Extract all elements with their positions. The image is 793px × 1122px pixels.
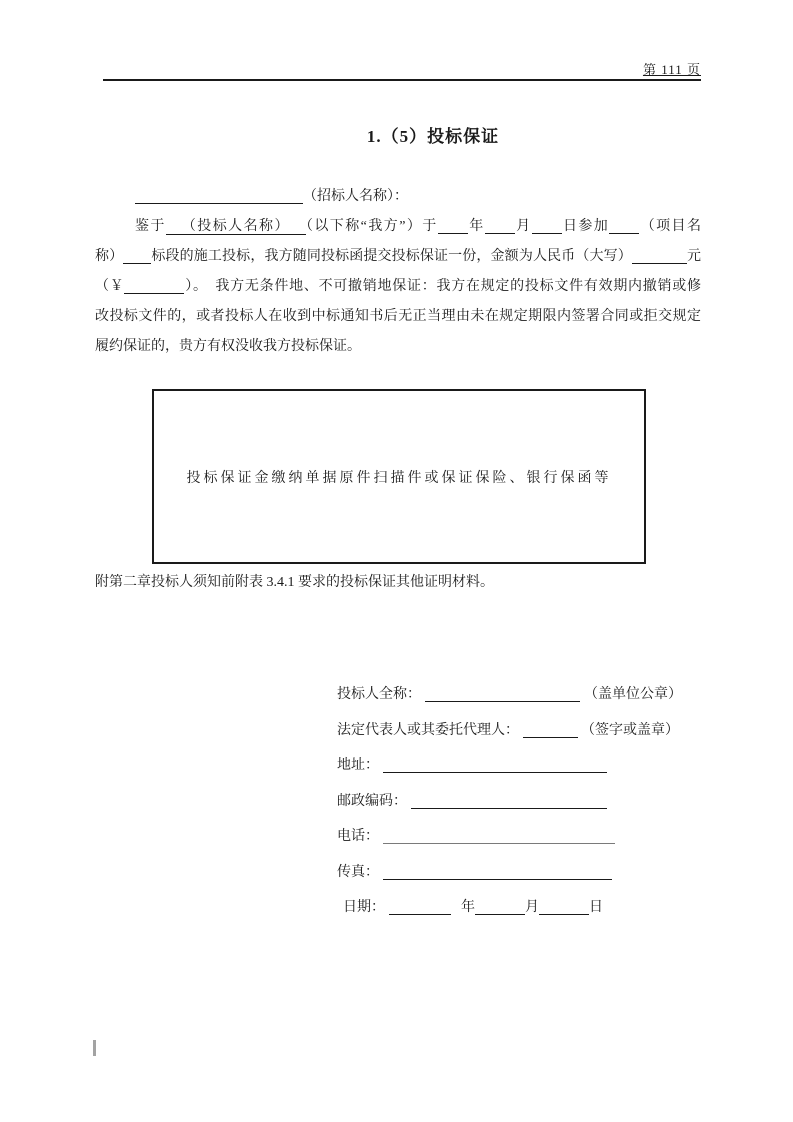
blank-field <box>475 901 525 915</box>
body-line <box>95 302 701 332</box>
blank-field <box>389 901 451 915</box>
blank-field <box>485 220 515 234</box>
blank-field <box>609 220 639 234</box>
signature-block <box>337 677 737 926</box>
text-segment: ）。 我方无条件地、不可撤销地保证：我方在规定的投标文件有效期内撤销或修 <box>184 279 702 294</box>
text-segment: （项目名 <box>639 219 701 234</box>
blank-field <box>135 190 303 204</box>
text-segment: 邮政编码： <box>337 793 407 809</box>
body-line <box>95 242 701 272</box>
signature-row <box>337 855 737 891</box>
text-segment: 称） <box>95 249 124 264</box>
text-segment: 元 <box>686 249 702 264</box>
text-segment: 月 <box>525 900 539 915</box>
text-segment: 日 <box>589 900 603 915</box>
page-number: 第 111 页 <box>642 62 701 77</box>
blank-field <box>539 901 589 915</box>
signature-row <box>337 713 737 749</box>
text-segment: 改投标文件的，或者投标人在收到中标通知书后无正当理由未在规定期限内签署合同或拒交规定 <box>95 309 701 324</box>
attachment-box-text: 投标保证金缴纳单据原件扫描件或保证保险、银行保函等 <box>186 470 612 486</box>
blank-field <box>438 220 468 234</box>
blank-field <box>383 866 612 880</box>
blank-field <box>411 795 607 809</box>
text-segment: 地址： <box>337 758 379 773</box>
text-segment: 法定代表人或其委托代理人： <box>337 722 519 738</box>
note-line: 附第二章投标人须知前附表 3.4.1 要求的投标保证其他证明材料。 <box>95 575 494 590</box>
text-segment: 月 <box>514 219 532 234</box>
blank-field <box>523 724 578 738</box>
text-segment: 投标人全称： <box>337 687 421 702</box>
text-segment: 年 <box>467 219 485 234</box>
blank-field <box>383 759 607 773</box>
text-segment: 年 <box>461 900 475 915</box>
body-line <box>95 332 701 362</box>
blank-field <box>632 250 687 264</box>
text-segment: 日参加 <box>561 219 610 234</box>
text-segment: 传真： <box>337 864 379 880</box>
body-line <box>95 182 701 212</box>
underlined-text: （投标人名称） <box>166 219 306 235</box>
text-segment: 标段的施工投标，我方随同投标函提交投标保证一份，金额为人民币（大写） <box>151 249 632 264</box>
blank-field <box>532 220 562 234</box>
text-segment: 鉴于 <box>135 219 166 234</box>
signature-row <box>337 819 737 855</box>
attachment-box <box>152 389 646 564</box>
text-segment: 电话： <box>337 829 379 844</box>
document-title: 1.（5）投标保证 <box>366 127 500 146</box>
signature-row <box>337 784 737 820</box>
page-header <box>103 0 701 81</box>
blank-field <box>425 688 580 702</box>
text-segment: 日期： <box>343 900 385 915</box>
body-line <box>95 212 701 242</box>
text-segment: （以下称“我方”）于 <box>305 219 438 234</box>
text-segment: （签字或盖章） <box>581 722 679 738</box>
text-segment: （招标人名称）： <box>303 189 408 204</box>
body-paragraph <box>95 182 701 362</box>
blank-field <box>123 250 151 264</box>
text-cursor-mark <box>93 1040 96 1056</box>
blank-field <box>383 830 615 844</box>
body-line <box>95 272 701 302</box>
text-segment: 履约保证的，贵方有权没收我方投标保证。 <box>95 339 361 354</box>
text-segment: （￥ <box>95 279 125 294</box>
signature-row <box>337 748 737 784</box>
signature-row <box>337 677 737 713</box>
signature-row <box>337 890 737 926</box>
blank-field <box>124 280 184 294</box>
text-segment: （盖单位公章） <box>584 687 682 702</box>
